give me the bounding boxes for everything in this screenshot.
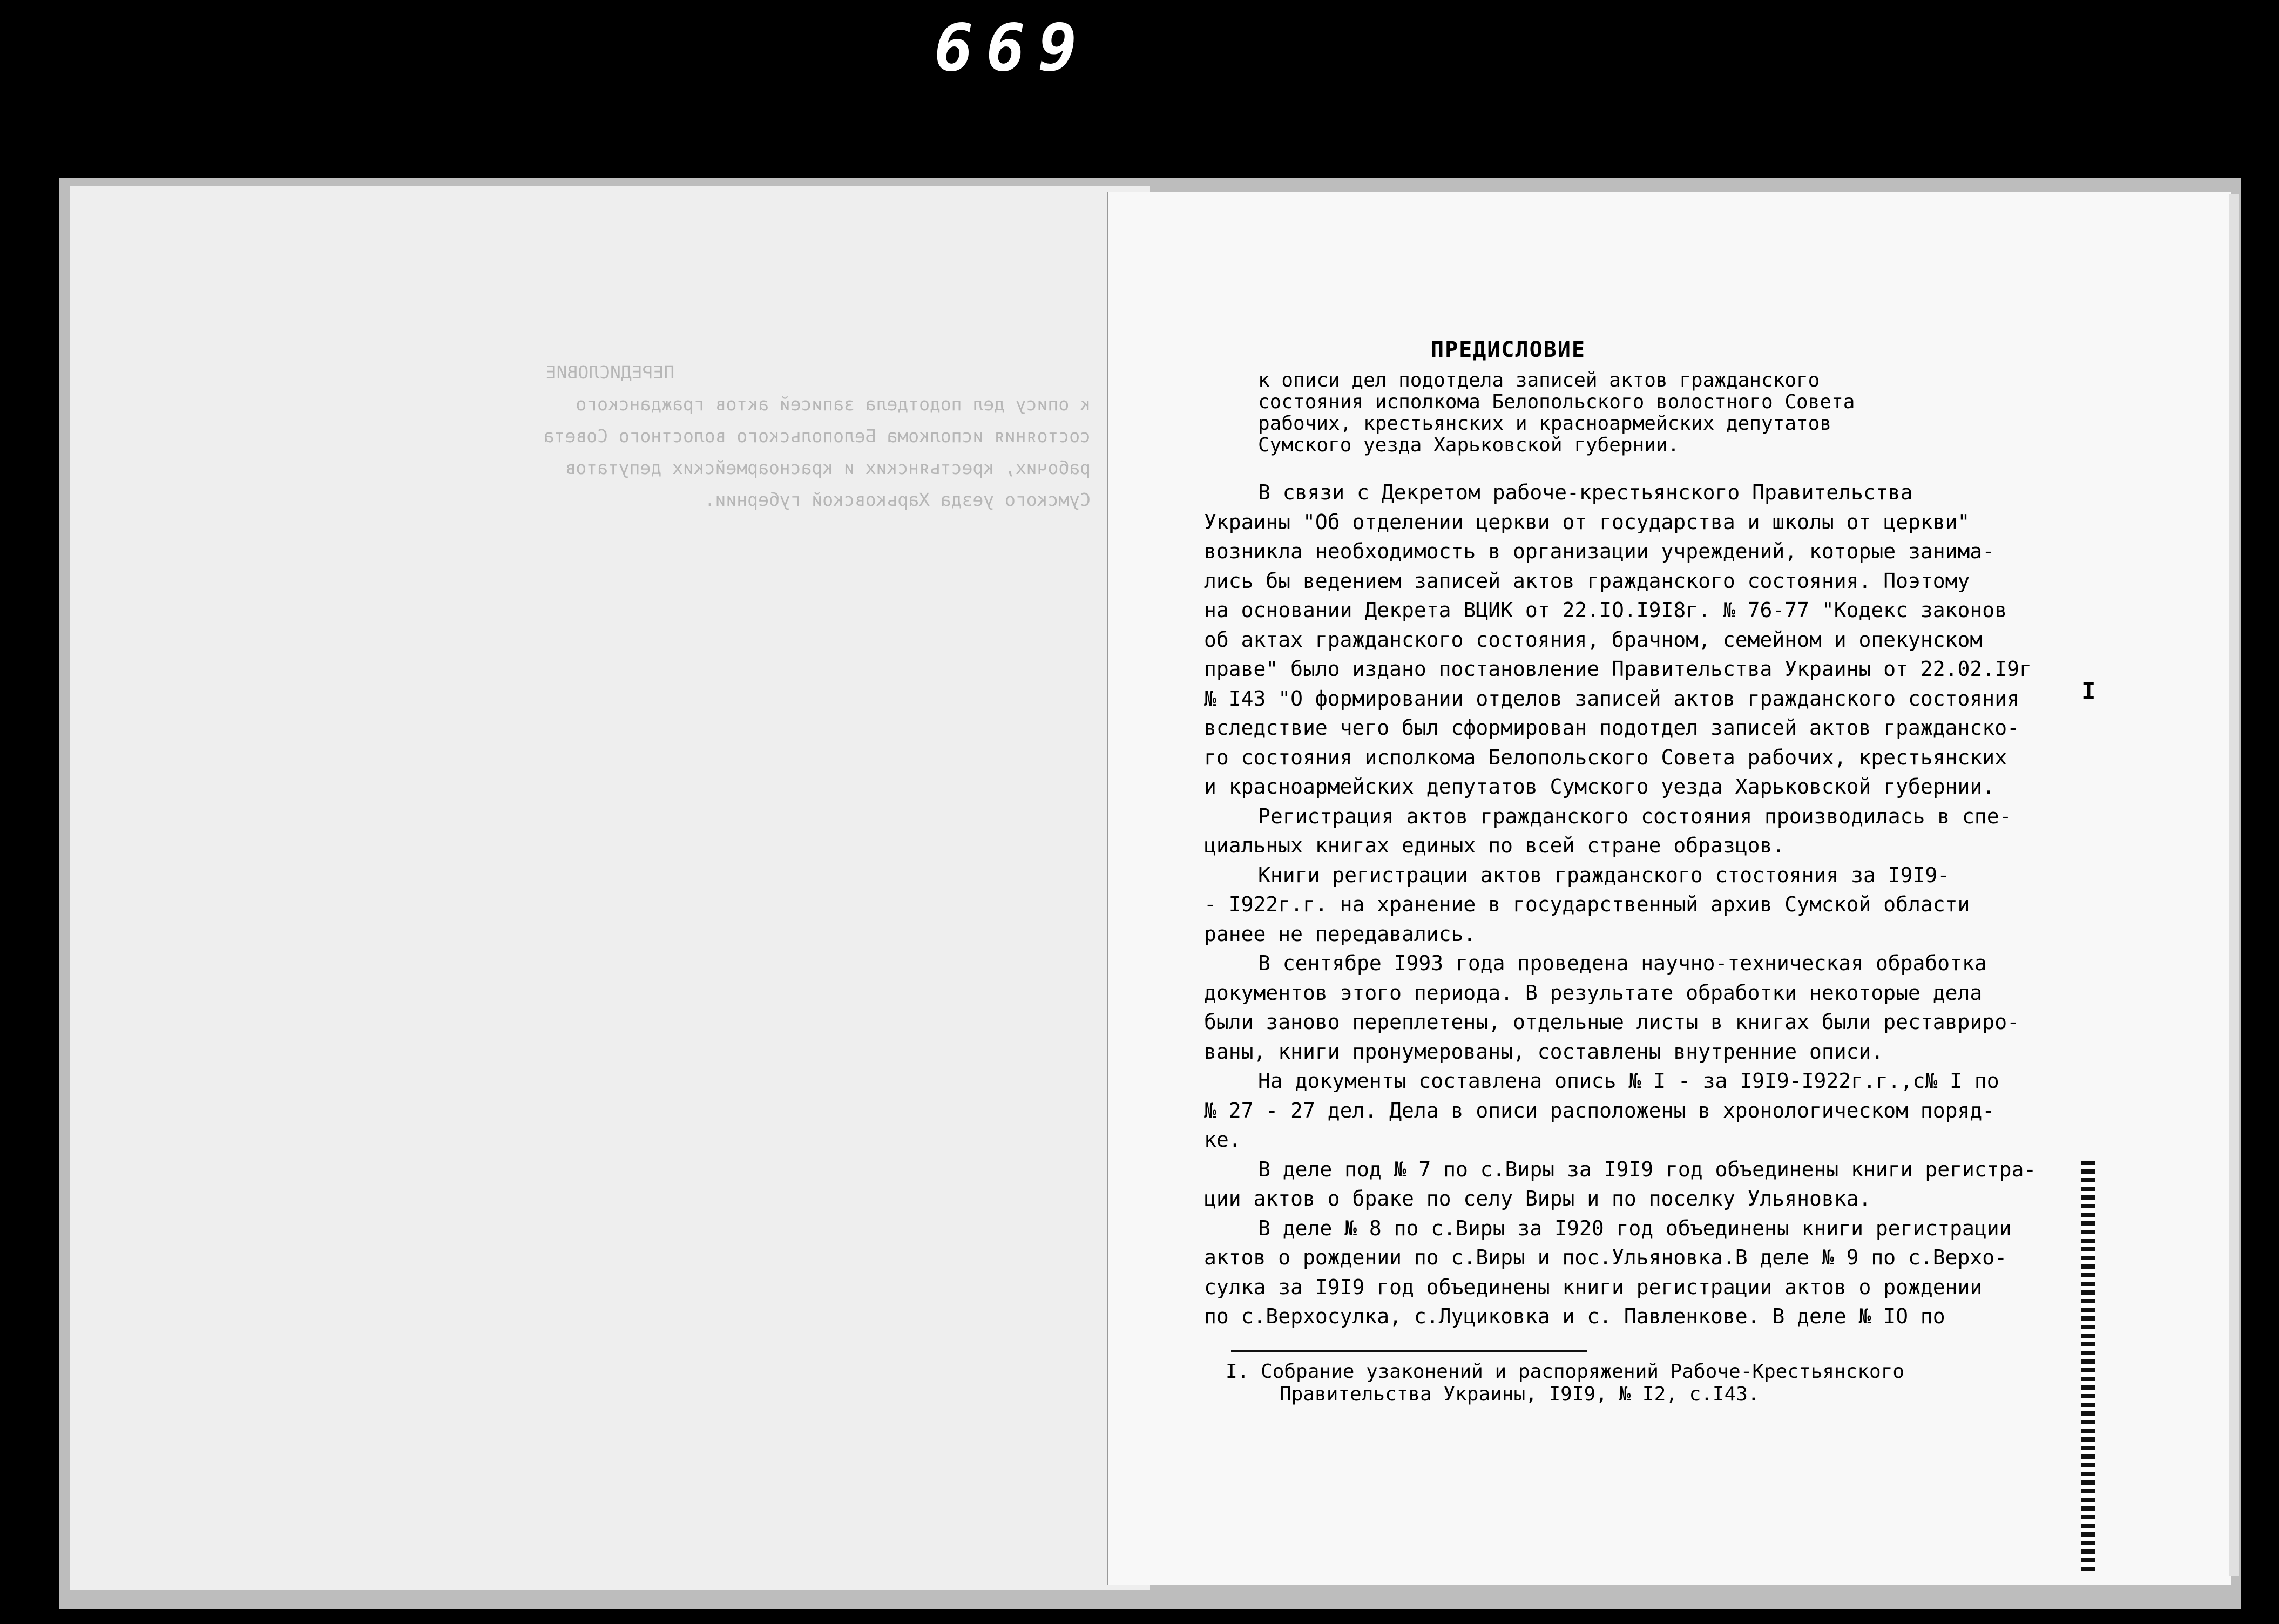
footnote	[1226, 1361, 1904, 1406]
body-line: сулка за I9I9 год объединены книги регистрации актов о рождении	[1204, 1275, 1983, 1299]
body-line: № 27 - 27 дел. Дела в описи расположены в хронологическом поряд-	[1204, 1098, 1995, 1122]
body-line: документов этого периода. В результате обработки некоторые дела	[1204, 980, 1983, 1005]
body-line: были заново переплетены, отдельные листы в книгах были реставриро-	[1204, 1010, 2019, 1034]
body-line: В деле под № 7 по с.Виры за I9I9 год объединены книги регистра-	[1258, 1157, 2037, 1181]
binding-stitch	[2081, 1161, 2095, 1571]
subtitle-line: к описи дел подотдела записей актов гражданского	[1258, 369, 1820, 391]
body-line: циальных книгах единых по всей стране образцов.	[1204, 834, 1785, 857]
body-line: на основании Декрета ВЦИК от 22.IO.I9I8г. № 76-77 "Кодекс законов	[1204, 598, 2007, 622]
footnote-line: I. Собрание узаконений и распоряжений Рабоче-Крестьянского	[1226, 1361, 1905, 1383]
body-line: Книги регистрации актов гражданского стостояния за I9I9-	[1258, 863, 1950, 887]
bleed-line: Сумского уезда Харьковской губернии.	[704, 489, 1091, 510]
body-line: вследствие чего был сформирован подотдел записей актов гражданско-	[1204, 716, 2019, 740]
body-line: об актах гражданского состояния, брачном, семейном и опекунском	[1204, 627, 1983, 652]
page-edge	[2229, 194, 2239, 1576]
body-line: - I922г.г. на хранение в государственный архив Сумской области	[1204, 892, 1970, 916]
bleed-line: ПЕРЕДИСЛОВИЕ	[545, 362, 675, 383]
body-line: ции актов о браке по селу Виры и по поселку Ульяновка.	[1204, 1187, 1871, 1210]
body-line: Регистрация актов гражданского состояния производилась в спе-	[1258, 804, 2012, 828]
body-line: ваны, книги пронумерованы, составлены внутренние описи.	[1204, 1039, 1884, 1064]
body-line: и красноармейских депутатов Сумского уезда Харьковской губернии.	[1204, 775, 1995, 799]
body-line: по с.Верхосулка, с.Луциковка и с. Павленкове. В деле № IO по	[1204, 1304, 1945, 1328]
footnote-line: Правительства Украины, I9I9, № I2, с.I43.	[1280, 1383, 1760, 1405]
body-line: праве" было издано постановление Правительства Украины от 22.02.I9г	[1204, 657, 2032, 681]
body-line: ранее не передавались.	[1204, 922, 1476, 946]
body-line: ке.	[1204, 1128, 1241, 1152]
bleed-line: состояния исполкома Белопольского волостного Совета	[543, 425, 1091, 446]
subtitle-line: рабочих, крестьянских и красноармейских депутатов	[1258, 412, 1832, 435]
subtitle-line: Сумского уезда Харьковской губернии.	[1258, 434, 1680, 456]
body-line: В сентябре I993 года проведена научно-техническая обработка	[1258, 951, 1987, 975]
bleed-line: к опису дел подотдела записей актов гражданского	[576, 394, 1091, 415]
document-body	[1204, 478, 2036, 1331]
body-line: лись бы ведением записей актов гражданского состояния. Поэтому	[1204, 569, 1970, 593]
bleed-line: рабочих, крестьянских и красноармейских депутатов	[565, 457, 1091, 478]
body-line: На документы составлена опись № I - за I9I9-I922г.г.,с№ I по	[1258, 1069, 1999, 1093]
footnote-divider	[1231, 1350, 1587, 1352]
subtitle-line: состояния исполкома Белопольского волостного Совета	[1258, 391, 1855, 413]
body-line: возникла необходимость в организации учреждений, которые занима-	[1204, 539, 1995, 563]
body-line: № I43 "О формировании отделов записей актов гражданского состояния	[1204, 686, 2019, 710]
document-heading: ПРЕДИСЛОВИЕ	[1431, 337, 1586, 362]
body-line: В деле № 8 по с.Виры за I920 год объединены книги регистрации	[1258, 1216, 2012, 1240]
body-line: В связи с Декретом рабоче-крестьянского Правительства	[1258, 481, 1913, 504]
body-line: Украины "Об отделении церкви от государства и школы от церкви"	[1204, 510, 1970, 534]
body-line: актов о рождении по с.Виры и пос.Ульяновка.В деле № 9 по с.Верхо-	[1204, 1246, 2007, 1269]
body-line: го состояния исполкома Белопольского Совета рабочих, крестьянских	[1204, 745, 2007, 769]
margin-mark: I	[2081, 678, 2096, 705]
document-subtitle	[1258, 370, 1855, 456]
frame-number: 669	[934, 11, 1090, 86]
bleed-through-text	[162, 356, 1123, 1425]
